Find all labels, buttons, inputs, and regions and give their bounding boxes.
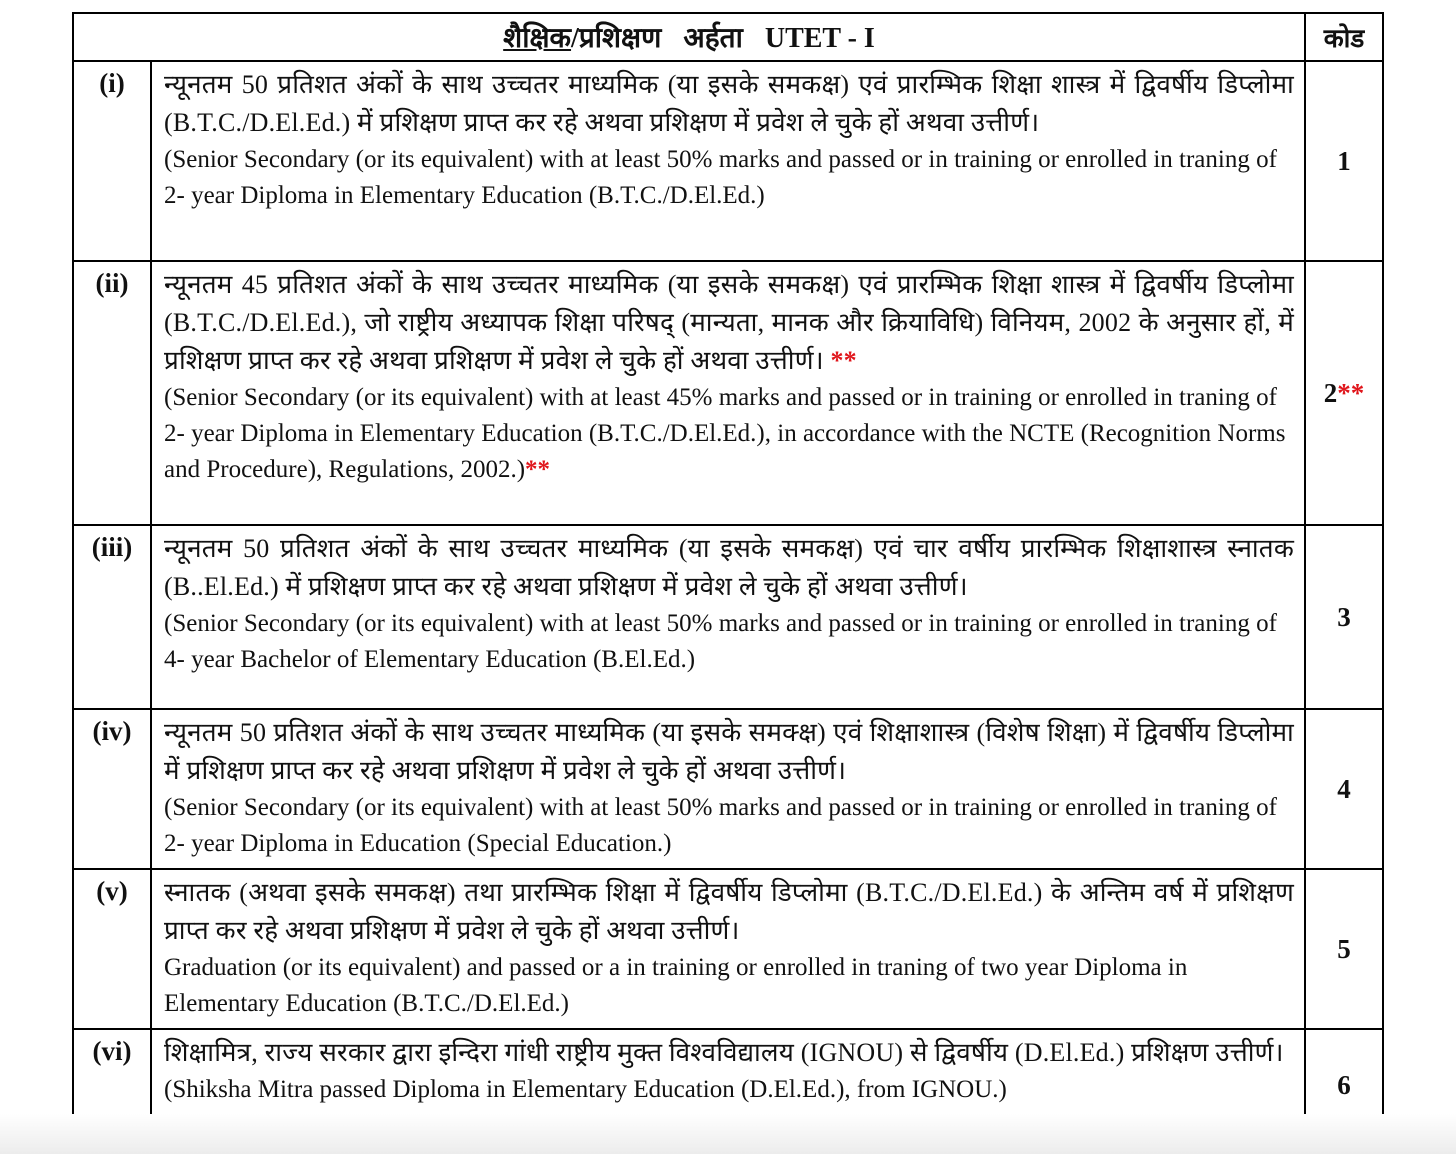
row-code: 2** [1305,261,1383,525]
table-header-code: कोड [1305,13,1383,61]
hindi-text: न्यूनतम 50 प्रतिशत अंकों के साथ उच्चतर माध्यमिक (या इसके समकक्ष) एवं चार वर्षीय प्रारम्भिक शिक्षाशास्त्र स्नातक (B..El.Ed.) में प्रशिक्षण प्राप्त कर रहे अथवा प्रशिक्षण में प्रवेश ले चुके हों अथवा उत्तीर्ण। [164,534,1294,601]
table-row [73,709,1383,869]
header-title-part1: शैक्षिक [503,23,572,54]
row-number: (iii) [73,525,151,709]
row-description [151,261,1305,525]
table-row [73,525,1383,709]
row-code: 3 [1305,525,1383,709]
row-description [151,869,1305,1029]
hindi-asterisk-mark: ** [830,346,857,375]
header-title-part2: प्रशिक्षण [578,23,662,54]
table-header-title [73,13,1305,61]
english-text: (Senior Secondary (or its equivalent) with at least 50% marks and passed or in training or enrolled in traning of 4- year Bachelor of Elementary Education (B.El.Ed.) [164,610,1277,673]
english-asterisk-mark: ** [525,456,551,483]
row-description [151,709,1305,869]
table-row [73,61,1383,261]
table-row [73,869,1383,1029]
row-number: (vi) [73,1029,151,1141]
row-number: (iv) [73,709,151,869]
english-text: (Senior Secondary (or its equivalent) with at least 45% marks and passed or in training or enrolled in traning of 2- year Diploma in Elementary Education (B.T.C./D.El.Ed.), in accordance with the NCTE (Recognition Norms and Procedure), Regulations, 2002.)** [164,384,1286,483]
header-title-part4: UTET - I [764,23,875,54]
code-asterisk-mark: ** [1337,377,1365,408]
table-row [73,261,1383,525]
row-number: (v) [73,869,151,1029]
row-number: (i) [73,61,151,261]
row-description [151,525,1305,709]
english-text: (Senior Secondary (or its equivalent) with at least 50% marks and passed or in training or enrolled in traning of 2- year Diploma in Education (Special Education.) [164,794,1277,857]
english-text: (Senior Secondary (or its equivalent) with at least 50% marks and passed or in training or enrolled in traning of 2- year Diploma in Elementary Education (B.T.C./D.El.Ed.) [164,146,1277,209]
page-bottom-shadow [0,1114,1456,1154]
hindi-text: न्यूनतम 50 प्रतिशत अंकों के साथ उच्चतर माध्यमिक (या इसके समकक्ष) एवं प्रारम्भिक शिक्षा शास्त्र में द्विवर्षीय डिप्लोमा (B.T.C./D.El.Ed.) में प्रशिक्षण प्राप्त कर रहे अथवा प्रशिक्षण में प्रवेश ले चुके हों अथवा उत्तीर्ण। [164,70,1294,137]
row-number: (ii) [73,261,151,525]
header-title-part3: अर्हता [683,23,743,54]
header-title-slash: / [571,23,579,54]
hindi-text: न्यूनतम 50 प्रतिशत अंकों के साथ उच्चतर माध्यमिक (या इसके समक्क्ष) एवं शिक्षाशास्त्र (विशेष शिक्षा) में द्विवर्षीय डिप्लोमा में प्रशिक्षण प्राप्त कर रहे अथवा प्रशिक्षण में प्रवेश ले चुके हों अथवा उत्तीर्ण। [164,718,1294,785]
row-description [151,61,1305,261]
hindi-text: न्यूनतम 45 प्रतिशत अंकों के साथ उच्चतर माध्यमिक (या इसके समकक्ष) एवं प्रारम्भिक शिक्षा शास्त्र में द्विवर्षीय डिप्लोमा (B.T.C./D.El.Ed.), जो राष्ट्रीय अध्यापक शिक्षा परिषद् (मान्यता, मानक और क्रियाविधि) विनियम, 2002 के अनुसार हों, में प्रशिक्षण प्राप्त कर रहे अथवा प्रशिक्षण में प्रवेश ले चुके हों अथवा उत्तीर्ण। ** [164,270,1294,375]
row-code: 1 [1305,61,1383,261]
row-code: 6 [1305,1029,1383,1141]
english-text: Graduation (or its equivalent) and passed or a in training or enrolled in traning of two year Diploma in Elementary Education (B.T.C./D.El.Ed.) [164,954,1188,1017]
row-code: 5 [1305,869,1383,1029]
table-header-row [73,13,1383,61]
hindi-text: शिक्षामित्र, राज्य सरकार द्वारा इन्दिरा गांधी राष्ट्रीय मुक्त विश्वविद्यालय (IGNOU) से द्विवर्षीय (D.El.Ed.) प्रशिक्षण उत्तीर्ण। [164,1038,1284,1067]
hindi-text: स्नातक (अथवा इसके समकक्ष) तथा प्रारम्भिक शिक्षा में द्विवर्षीय डिप्लोमा (B.T.C./D.El.Ed.) के अन्तिम वर्ष में प्रशिक्षण प्राप्त कर रहे अथवा प्रशिक्षण में प्रवेश ले चुके हों अथवा उत्तीर्ण। [164,878,1294,945]
english-text: (Shiksha Mitra passed Diploma in Elementary Education (D.El.Ed.), from IGNOU.) [164,1076,1007,1103]
qualification-table [72,12,1384,1142]
row-code: 4 [1305,709,1383,869]
